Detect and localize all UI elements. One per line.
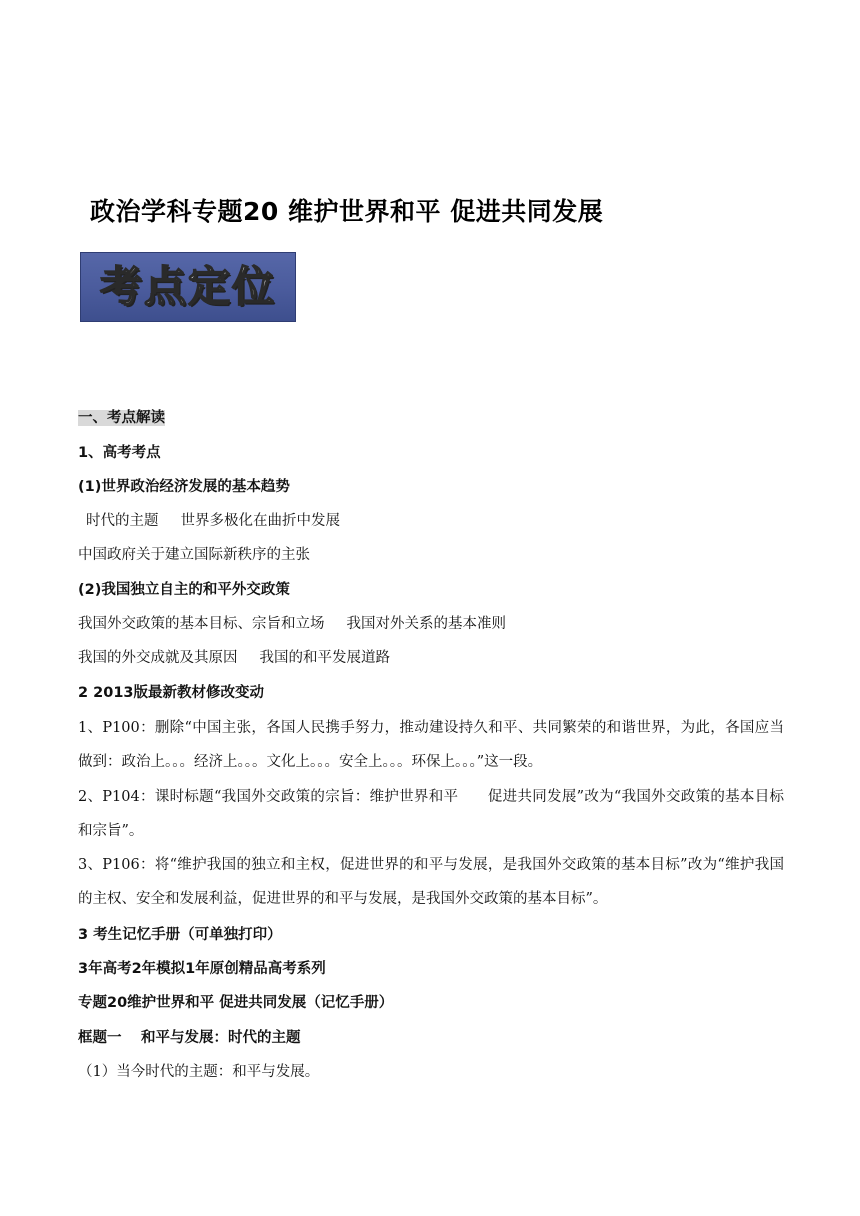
section-heading (78, 408, 165, 428)
topic-item: 时代的主题 (86, 513, 159, 529)
topic-item: 我国的外交成就及其原因 (78, 650, 238, 666)
heading-revisions: 2 2013版最新教材修改变动 (78, 685, 264, 701)
topic-row-4 (78, 648, 390, 668)
topic-item: 我国的和平发展道路 (259, 650, 390, 666)
revision-paragraph-1: 1、P100：删除“中国主张，各国人民携手努力，推动建设持久和平、共同繁荣的和谐世界，为此，各国应当做到：政治上。。。经济上。。。文化上。。。安全上。。。环保上。。。”这一段。 (78, 720, 784, 770)
heading-exam-points: 1、高考考点 (78, 445, 161, 461)
subheading-diplomacy: (2)我国独立自主的和平外交政策 (78, 582, 290, 598)
section-heading-text: 一、考点解读 (78, 410, 165, 426)
heading-memory-handbook: 3 考生记忆手册（可单独打印） (78, 927, 282, 943)
revision-paragraph-2: 2、P104：课时标题“我国外交政策的宗旨：维护世界和平 促进共同发展”改为“我国外交政策的基本目标和宗旨”。 (78, 789, 784, 839)
topic-row-1 (86, 511, 340, 531)
subheading-trends: (1)世界政治经济发展的基本趋势 (78, 479, 290, 495)
exam-point-badge (80, 252, 296, 322)
heading-series: 3年高考2年模拟1年原创精品高考系列 (78, 961, 326, 977)
topic-item: 我国外交政策的基本目标、宗旨和立场 (78, 616, 325, 632)
topic-row-3 (78, 614, 506, 634)
topic-item: 中国政府关于建立国际新秩序的主张 (78, 547, 310, 563)
topic-row-2 (78, 545, 310, 565)
topic-item: 我国对外关系的基本准则 (346, 616, 506, 632)
body-line-theme: （1）当今时代的主题：和平与发展。 (78, 1064, 320, 1080)
revision-paragraph-3: 3、P106：将“维护我国的独立和主权，促进世界的和平与发展，是我国外交政策的基本目标”改为“维护我国的主权、安全和发展利益，促进世界的和平与发展，是我国外交政策的基本目标”。 (78, 857, 784, 907)
topic-item: 世界多极化在曲折中发展 (180, 513, 340, 529)
heading-frame-1: 框题一 和平与发展：时代的主题 (78, 1030, 301, 1046)
badge-label: 考点定位 (99, 262, 276, 311)
document-title: 政治学科专题20 维护世界和平 促进共同发展 (90, 197, 604, 226)
heading-topic: 专题20维护世界和平 促进共同发展（记忆手册） (78, 995, 394, 1011)
